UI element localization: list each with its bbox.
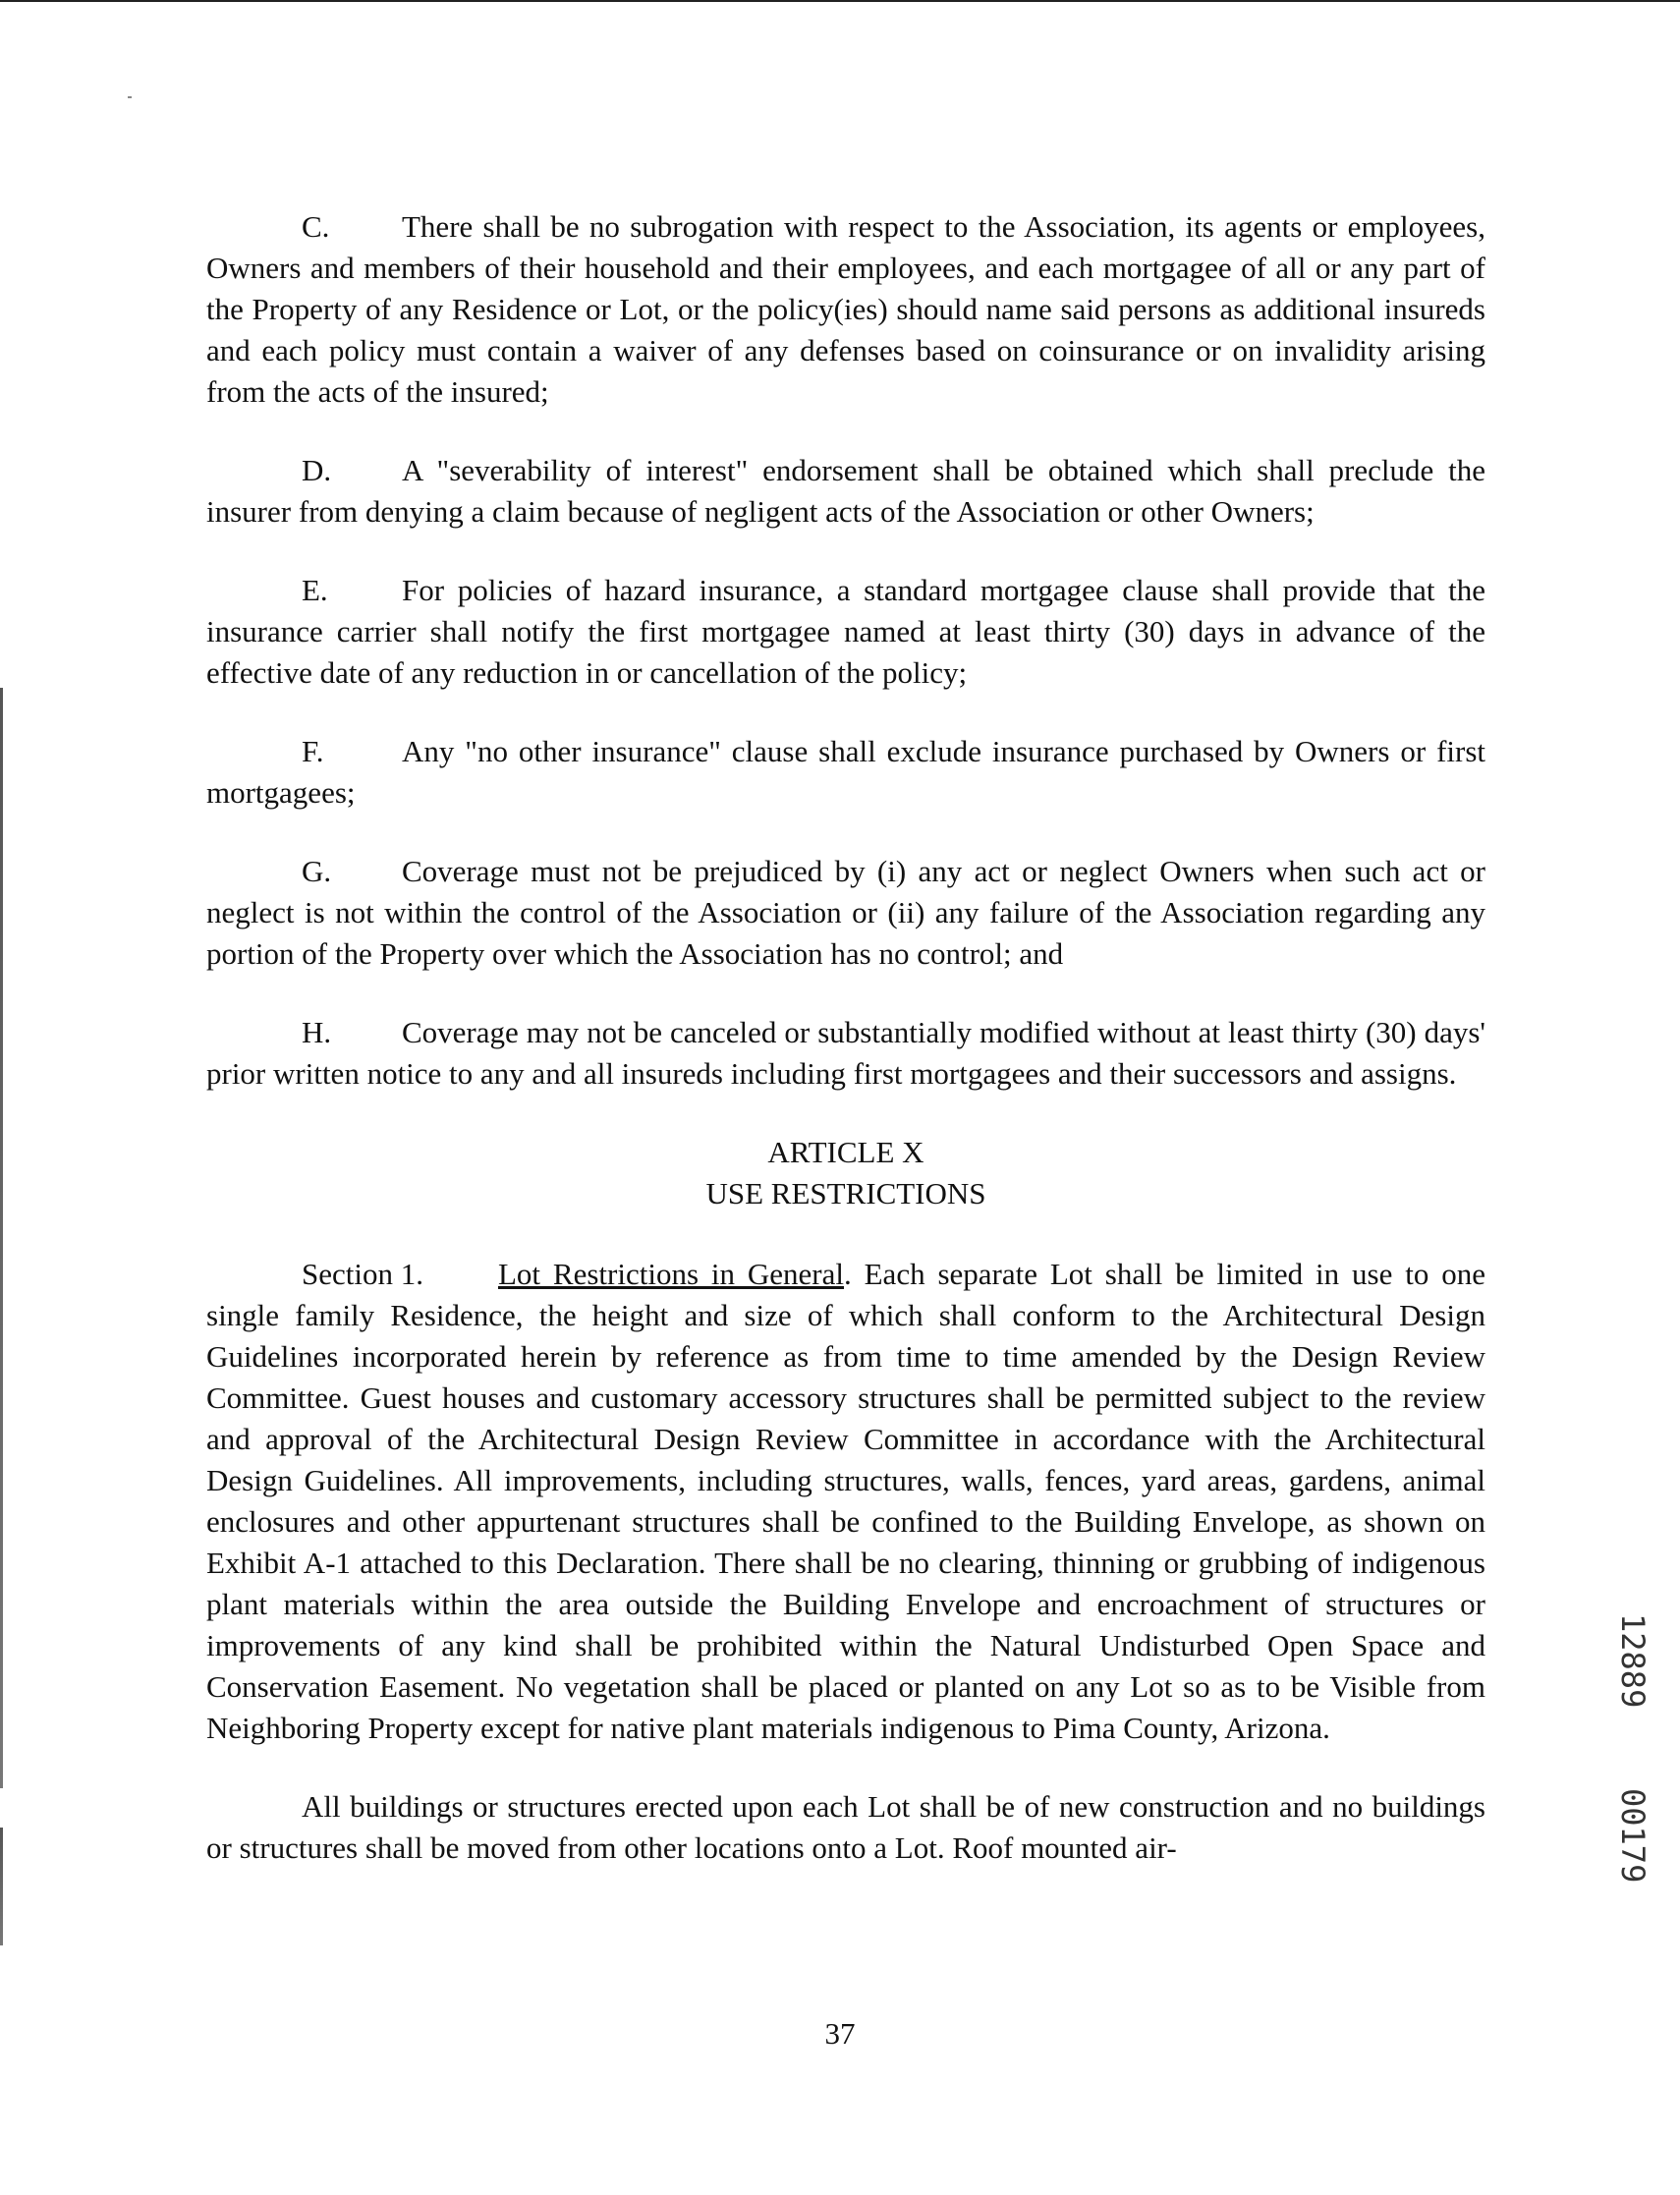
section-label: Section 1. bbox=[302, 1257, 423, 1291]
paragraph-text: There shall be no subrogation with respect to the Association, its agents or employees, Owners and members of their household and their employees, and each mortgagee of all or any part of the Property of any Residence or Lot, or the policy(ies) should name said persons as additional insureds and each policy must contain a waiver of any defenses based on coinsurance or on invalidity arising from the acts of the insured; bbox=[206, 209, 1485, 409]
paragraph-label: F. bbox=[302, 734, 324, 768]
scan-edge-mark bbox=[0, 1828, 3, 1945]
paragraph-e bbox=[206, 570, 1485, 694]
section-heading: Lot Restrictions in General bbox=[498, 1257, 844, 1291]
recording-stamp-docket: 12889 bbox=[1614, 1612, 1652, 1709]
paragraph-label: H. bbox=[302, 1015, 332, 1049]
paragraph-text: A "severability of interest" endorsement shall be obtained which shall preclude the insurer from denying a claim because of negligent acts of the Association or other Owners; bbox=[206, 453, 1485, 529]
paragraph-text: For policies of hazard insurance, a standard mortgagee clause shall provide that the insurance carrier shall notify the first mortgagee named at least thirty (30) days in advance of the effective date of any reduction in or cancellation of the policy; bbox=[206, 573, 1485, 690]
top-edge-dashes bbox=[1484, 0, 1641, 2]
paragraph-label: G. bbox=[302, 854, 332, 888]
paragraph-d bbox=[206, 450, 1485, 533]
paragraph-f bbox=[206, 731, 1485, 814]
paragraph-label: C. bbox=[302, 209, 330, 244]
paragraph-text: Coverage may not be canceled or substantially modified without at least thirty (30) days' prior written notice to any and all insureds including first mortgagees and their successors and assigns. bbox=[206, 1015, 1485, 1091]
scan-speck bbox=[128, 96, 132, 98]
paragraph-c bbox=[206, 206, 1485, 413]
paragraph-text: Coverage must not be prejudiced by (i) any act or neglect Owners when such act or neglect is not within the control of the Association or (ii) any failure of the Association regarding any portion of the Property over which the Association has no control; and bbox=[206, 854, 1485, 971]
paragraph-text: Any "no other insurance" clause shall exclude insurance purchased by Owners or first mortgagees; bbox=[206, 734, 1485, 810]
page-number: 37 bbox=[824, 2016, 856, 2051]
section-1 bbox=[206, 1254, 1485, 1749]
article-title: USE RESTRICTIONS bbox=[705, 1176, 986, 1210]
paragraph-text: All buildings or structures erected upon each Lot shall be of new construction and no buildings or structures shall be moved from other locations onto a Lot. Roof mounted air- bbox=[206, 1789, 1485, 1865]
recording-stamp-page: 00179 bbox=[1614, 1787, 1652, 1884]
top-edge-rule bbox=[0, 0, 1680, 2]
paragraph-g bbox=[206, 851, 1485, 975]
document-body bbox=[206, 206, 1485, 1906]
section-text: . Each separate Lot shall be limited in use to one single family Residence, the height and size of which shall conform to the Architectural Design Guidelines incorporated herein by reference as from time to time amended by the Design Review Committee. Guest houses and customary accessory structures shall be permitted subject to the review and approval of the Architectural Design Review Committee in accordance with the Architectural Design Guidelines. All improvements, including structures, walls, fences, yard areas, gardens, animal enclosures and other appurtenant structures shall be confined to the Building Envelope, as shown on Exhibit A-1 attached to this Declaration. There shall be no clearing, thinning or grubbing of indigenous plant materials within the area outside the Building Envelope and encroachment of structures or improvements of any kind shall be prohibited within the Natural Undisturbed Open Space and Conservation Easement. No vegetation shall be placed or planted on any Lot so as to be Visible from Neighboring Property except for native plant materials indigenous to Pima County, Arizona. bbox=[206, 1257, 1485, 1745]
article-number: ARTICLE X bbox=[767, 1135, 924, 1169]
paragraph-label: E. bbox=[302, 573, 328, 607]
paragraph-h bbox=[206, 1012, 1485, 1095]
paragraph-label: D. bbox=[302, 453, 332, 487]
scan-edge-mark bbox=[0, 688, 3, 1788]
paragraph-buildings bbox=[206, 1786, 1485, 1869]
recording-stamp bbox=[1611, 1587, 1654, 1909]
article-heading bbox=[206, 1132, 1485, 1214]
